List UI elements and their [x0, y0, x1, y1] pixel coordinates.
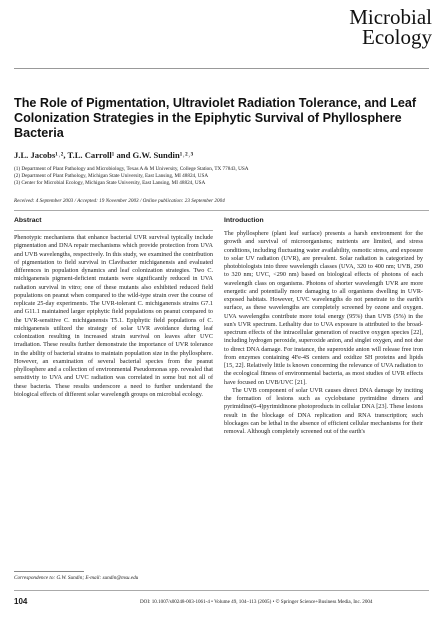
header-divider	[14, 68, 429, 69]
abstract-heading: Abstract	[14, 217, 42, 224]
abstract-column	[14, 217, 213, 399]
correspondence-note: Correspondence to: G.W. Sundin; E-mail: sundin@msu.edu	[14, 575, 139, 581]
correspondence-rule	[14, 571, 84, 572]
affiliation-2: (2) Department of Plant Pathology, Michigan State University, East Lansing, MI 48824, USA	[14, 173, 209, 179]
journal-name-line2: Ecology	[362, 25, 432, 49]
author-list: J.L. Jacobs¹˒², T.L. Carroll¹ and G.W. Sundin¹˒²˒³	[14, 150, 194, 160]
abstract-rule	[14, 230, 213, 231]
introduction-paragraph-1: The phyllosphere (plant leaf surface) presents a harsh environment for the growth and survival of microorganisms; nutrients are limited, and stress conditions, including fluctuating water availability, osmotic stress, and exposure to solar UV radiation (UVR), are prevalent. Solar radiation is categorized by photobiologists into three wavelength classes (UVA, 320 to 400 nm; UVB, 290 to 320 nm; UVC, <290 nm) based on biological effects of photons of each wavelength class on organisms. Photons of shorter wavelength UVR are more energetic and potentially more damaging to all organisms dwelling in UVR-exposed habitats. However, UVC wavelengths do not penetrate to the earth's surface, as these wavelengths are completely screened by ozone and oxygen. UVA wavelengths contribute more total energy (95%) than UVB (5%) in the sun's UVR spectrum. Lethality due to UVA exposure is attributed to the broad-spectrum effects of the intracellular generation of reactive oxygen species [22], including hydrogen peroxide, superoxide anion, and singlet oxygen, and not due to direct DNA damage. For instance, the superoxide anion will release free iron from enzymes containing 4Fe-4S centers and oxidize SH proteins and lipids [15, 22]. Relatively little is known concerning the relevance of UVA radiation to the ecological fitness of environmental bacteria, as most studies of UVR effects have focused on UVB/UVC [21].	[224, 230, 423, 386]
introduction-column	[224, 217, 423, 436]
affiliation-3: (3) Center for Microbial Ecology, Michigan State University, East Lansing, MI 48824, USA	[14, 180, 206, 186]
abstract-text: Phenotypic mechanisms that enhance bacterial UVR survival typically include pigmentation and DNA repair mechanisms which provide protection from UVA and UVB wavelengths, respectively. In this study, we examined the contribution of pigmentation to field survival in Clavibacter michiganensis and evaluated differences in population dynamics and leaf colonization strategies. Two C. michiganensis pigment-deficient mutants were significantly reduced in UVA radiation survival in vitro; one of these mutants also exhibited reduced field populations on peanut when compared to the wild-type strain over the course of replicate 25-day experiments. The UVR-tolerant C. michiganensis strains G7.1 and G11.1 maintained larger epiphytic field populations on peanut compared to the UVR-sensitive C. michiganensis T5.1. Epiphytic field populations of C. michiganensis utilized the strategy of solar UVR avoidance during leaf colonization resulting in increased strain survival on leaves after UVC irradiation. These results further demonstrate the importance of UVR tolerance in the ability of bacterial strains to maintain population size in the phyllosphere. However, an examination of several bacterial species from the peanut phyllosphere and a collection of environmental Pseudomonas spp. revealed that sensitivity to UVA and UVC radiation was correlated in some but not all of these bacteria. These results underscore a need to further understand the biological effects of different solar wavelength groups on microbial ecology.	[14, 234, 213, 398]
page-number: 104	[14, 597, 28, 606]
article-title: The Role of Pigmentation, Ultraviolet Radiation Tolerance, and Leaf Colonization Strategies in the Epiphytic Survival of Phyllosphere Bacteria	[14, 96, 417, 141]
dates-divider	[14, 210, 429, 211]
footer-divider	[14, 590, 429, 591]
journal-logo	[312, 7, 432, 47]
affiliations	[14, 166, 434, 187]
publication-dates: Received: 4 September 2003 / Accepted: 19 November 2003 / Online publication: 23 September 2004	[14, 198, 225, 204]
introduction-heading: Introduction	[224, 217, 264, 224]
introduction-paragraph-2: The UVB component of solar UVR causes direct DNA damage by inciting the formation of lesions such as cyclobutane pyrimidine dimers and pyrimidine(6-4)pyrimidinone photoproducts in cellular DNA [23]. These lesions result in the blockage of DNA replication and RNA transcription; such blockages can be lethal in the absence of efficient cellular mechanisms for their removal. Although completely screened out of the earth's	[224, 386, 423, 435]
affiliation-1: (1) Department of Plant Pathology and Microbiology, Texas A & M University, College Station, TX 77843, USA	[14, 166, 249, 172]
footer-citation: DOI: 10.1007/s00248-003-1061-4 • Volume 49, 104–113 (2005) • © Springer Science+Business Media, Inc. 2004	[140, 599, 373, 605]
journal-name-line1: Microbial	[349, 5, 432, 29]
